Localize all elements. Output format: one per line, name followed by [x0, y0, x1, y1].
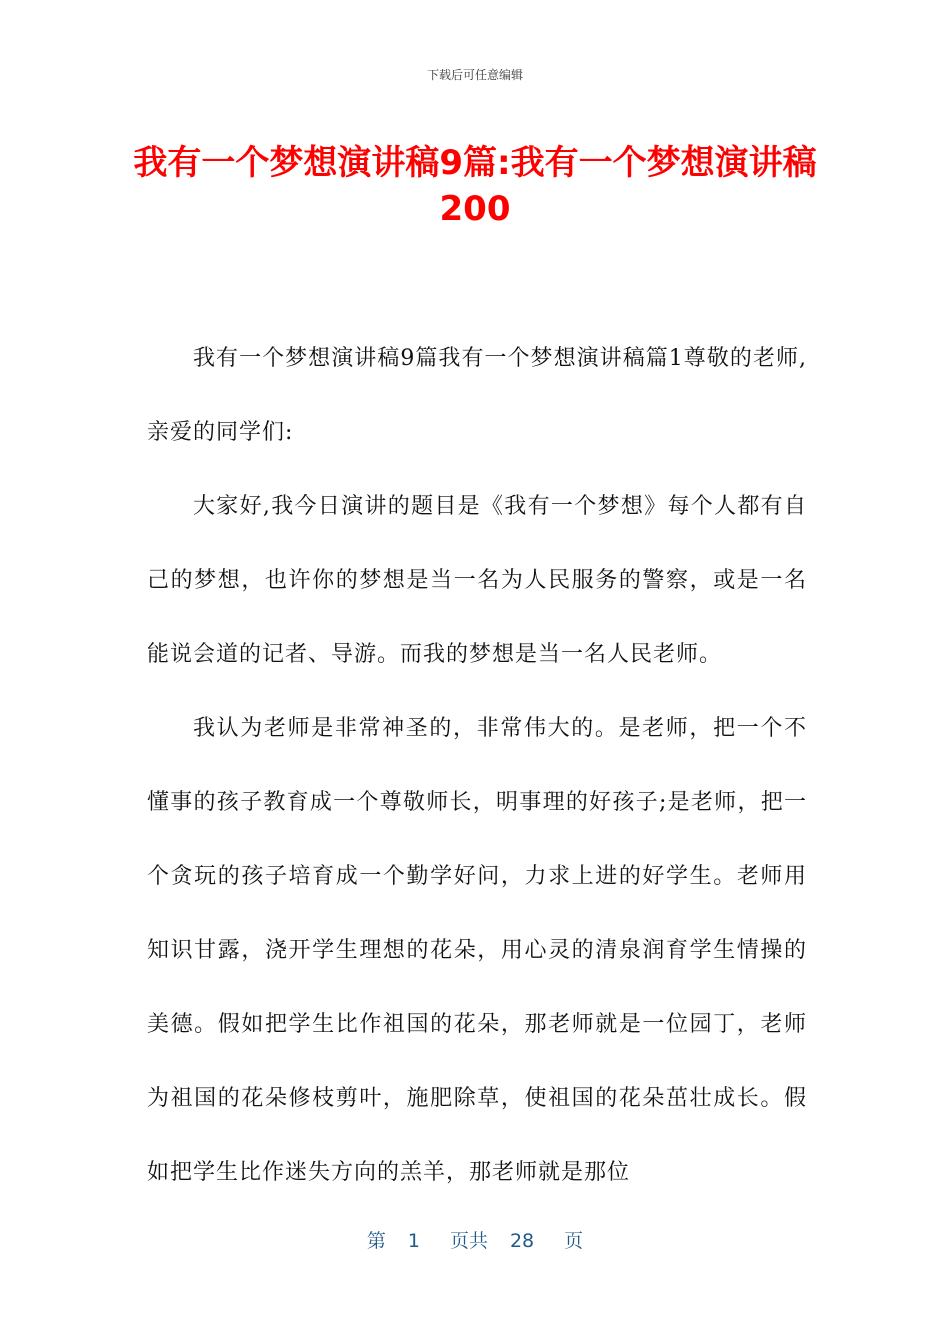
paragraph-1: 我有一个梦想演讲稿9篇我有一个梦想演讲稿篇1尊敬的老师,亲爱的同学们:: [147, 346, 807, 445]
document-title: 我有一个梦想演讲稿9篇:我有一个梦想演讲稿200: [133, 143, 817, 229]
current-page-number: 1: [407, 1230, 420, 1252]
total-pages-number: 28: [509, 1230, 535, 1252]
header-note: 下载后可任意编辑: [426, 68, 523, 82]
page-footer: [0, 1226, 950, 1253]
paragraph-3: 我认为老师是非常神圣的，非常伟大的。是老师，把一个不懂事的孩子教育成一个尊敬师长，明事理的好孩子;是老师，把一个贪玩的孩子培育成一个勤学好问，力求上进的好学生。老师用知识甘露，浇开学生理想的花朵，用心灵的清泉润育学生情操的美德。假如把学生比作祖国的花朵，那老师就是一位园丁，老师为祖国的花朵修枝剪叶，施肥除草，使祖国的花朵茁壮成长。假如把学生比作迷失方向的羔羊，那老师就是那位: [147, 716, 807, 1185]
footer-suffix: 页: [564, 1230, 584, 1252]
footer-prefix: 第: [366, 1230, 386, 1252]
paragraph-2: 大家好,我今日演讲的题目是《我有一个梦想》每个人都有自己的梦想，也许你的梦想是当一名为人民服务的警察，或是一名能说会道的记者、导游。而我的梦想是当一名人民老师。: [147, 494, 807, 667]
footer-mid: 页共: [449, 1230, 488, 1252]
document-body: [147, 322, 807, 1210]
